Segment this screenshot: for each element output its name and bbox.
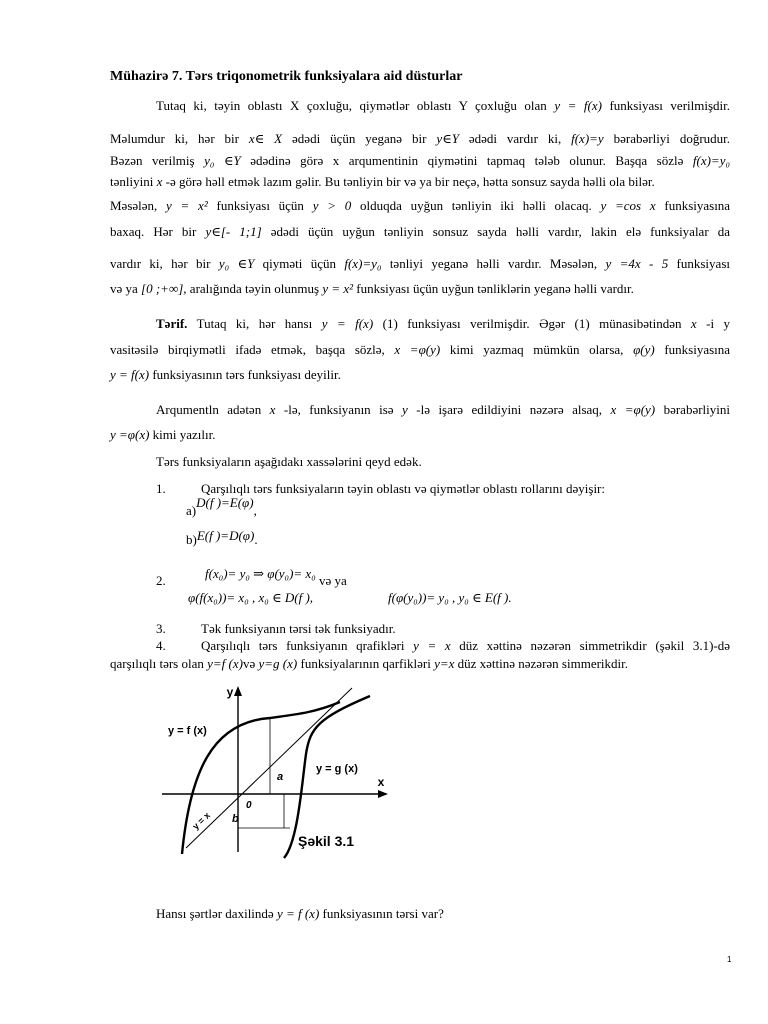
prop-4-line-2	[110, 656, 628, 672]
figure-caption: Şəkil 3.1	[298, 833, 355, 849]
b-label: b	[232, 813, 239, 825]
text: -i y	[706, 316, 731, 331]
math: f(x)=y₀	[344, 256, 382, 271]
text: olduqda uyğun tənliyin iki həlli olacaq.	[359, 198, 592, 213]
a-label: a	[277, 771, 284, 783]
math: y =cos x	[600, 198, 656, 213]
math: f(φ(y₀))= y₀ , y₀ ∈ E(f ).	[388, 590, 512, 605]
math: f(x)=y	[571, 131, 604, 146]
y-axis-arrow	[234, 686, 242, 696]
text: funksiyasının tərs funksiyası deyilir.	[152, 367, 341, 382]
text: kimi yazılır.	[152, 427, 216, 442]
math: y =φ(x)	[110, 427, 150, 442]
f-label: y = f (x)	[168, 725, 207, 737]
math: y∈[- 1;1]	[205, 224, 262, 239]
text: vardır ki, hər bir	[110, 256, 211, 271]
text: baxaq. Hər bir	[110, 224, 197, 239]
item-label: b)	[186, 532, 197, 547]
x-axis-label: x	[377, 775, 385, 789]
text: ,	[253, 503, 257, 518]
text: bərabərliyini	[663, 402, 730, 417]
text: funksiyasının tərsi var?	[322, 906, 444, 921]
math: y = f(x)	[321, 316, 374, 331]
math: f(x₀)= y₀ ⇒ φ(y₀)= x₀	[205, 566, 316, 581]
text: Arqumentln adətən	[156, 402, 262, 417]
page-number: 1	[727, 955, 732, 964]
text: , aralığında təyin olunmuş	[183, 281, 320, 296]
intro-line-5	[110, 198, 730, 214]
text: funksiyası üçün uyğun tənliklərin yeganə həlli vardır.	[356, 281, 634, 296]
text: düz xəttinə nəzərən simmerikdir.	[457, 656, 629, 671]
text: kimi yazmaq mümkün olarsa,	[449, 342, 624, 357]
text: funksiyası	[676, 256, 730, 271]
text: funksiyası verilmişdir.	[609, 98, 731, 113]
math: f(x)=y₀	[692, 153, 730, 168]
math: y = x²	[322, 281, 354, 296]
math: x∈ X	[248, 131, 283, 146]
math: φ(y)	[633, 342, 655, 357]
math: x =φ(y)	[610, 402, 656, 417]
text: və	[242, 656, 256, 671]
x-axis-arrow	[378, 790, 388, 798]
page-title: Mühazirə 7. Tərs triqonometrik funksiyalara aid düsturlar	[110, 69, 463, 84]
definition-line-3	[110, 367, 341, 383]
text: vasitəsilə birqiymətli ifadə etmək, başqa sözlə,	[110, 342, 385, 357]
text: Bəzən verilmiş	[110, 153, 195, 168]
text: Hansı şərtlər daxilində	[156, 906, 274, 921]
question-line	[156, 906, 444, 922]
prop-1-number: 1.	[156, 481, 166, 496]
text: və ya	[110, 281, 138, 296]
intro-line-1	[156, 98, 730, 114]
math: y=x	[434, 656, 455, 671]
text: ədədi üçün yeganə bir	[292, 131, 427, 146]
text: ədədi üçün uyğun tənliyin sonsuz sayda həlli vardır, lakin elə funksiyalar da	[270, 224, 731, 239]
text: Qarşılıqlı tərs funksiyanın qrafikləri	[201, 638, 405, 653]
intro-line-2	[110, 131, 730, 147]
prop-4-line-1	[201, 638, 730, 654]
text: tənliyi yeganə həlli vardır. Məsələn,	[389, 256, 598, 271]
figure-3-1	[150, 682, 385, 858]
text: -lə işarə edildiyini nəzərə alsaq,	[416, 402, 603, 417]
prop-4-number: 4.	[156, 638, 166, 653]
math: y=f (x)	[207, 656, 243, 671]
intro-line-8	[110, 281, 634, 297]
prop-1b	[186, 528, 258, 548]
text: (1) funksiyası verilmişdir. Əgər (1) münasibətindən	[382, 316, 682, 331]
math: y = x	[413, 638, 451, 653]
math: y =4x - 5	[605, 256, 669, 271]
intro-line-7	[110, 256, 730, 272]
text: düz xəttinə nəzərən simmetrikdir (şəkil 3.1)-də	[459, 638, 731, 653]
math: y = x²	[166, 198, 208, 213]
math: y = f (x)	[276, 906, 320, 921]
text: qarşılıqlı tərs olan	[110, 656, 204, 671]
text: .	[254, 532, 258, 547]
text: funksiyasına	[664, 342, 731, 357]
text: Tutaq ki, hər hansı	[196, 316, 313, 331]
text: Tutaq ki, təyin oblastı X çoxluğu, qiymətlər oblastı Y çoxluğu olan	[156, 98, 547, 113]
math: x =φ(y)	[394, 342, 441, 357]
origin-label: 0	[246, 800, 252, 811]
math: [0 ;+∞]	[141, 281, 184, 296]
text: funksiyasına	[664, 198, 731, 213]
text: -lə, funksiyanın isə	[283, 402, 394, 417]
math: y₀ ∈Y	[218, 256, 255, 271]
math: y = f(x)	[110, 367, 150, 382]
diag-label: y = x	[190, 810, 212, 832]
math: x	[156, 174, 163, 189]
notation-line-1	[156, 402, 730, 418]
prop-1-text: Qarşılıqlı tərs funksiyaların təyin oblastı və qiymətlər oblastı rollarını dəyişir:	[201, 481, 605, 496]
text: funksiyalarının qarfikləri	[300, 656, 431, 671]
prop-2-number: 2.	[156, 573, 166, 588]
text: qiyməti üçün	[262, 256, 337, 271]
text: Məsələn,	[110, 198, 158, 213]
math: y=g (x)	[258, 656, 298, 671]
text: və ya	[318, 573, 347, 588]
text: bərabərliyi doğrudur.	[613, 131, 731, 146]
math: φ(f(x₀))= x₀ , x₀ ∈ D(f ),	[188, 590, 314, 605]
math: y₀ ∈Y	[204, 153, 241, 168]
math: E(f )=D(φ)	[196, 528, 255, 543]
prop-2-line-2	[188, 590, 313, 606]
intro-line-4	[110, 174, 655, 190]
math: D(f )=E(φ)	[196, 495, 254, 510]
math: x	[690, 316, 697, 331]
prop-2-line-1	[205, 566, 347, 588]
text: Məlumdur ki, hər bir	[110, 131, 239, 146]
notation-line-2	[110, 427, 216, 443]
math: y	[402, 402, 408, 417]
math: y > 0	[312, 198, 352, 213]
text: ədədi vardır ki,	[468, 131, 562, 146]
text: funksiyası üçün	[216, 198, 304, 213]
text: -ə görə həll etmək lazım gəlir. Bu tənliyin bir və ya bir neçə, hətta sonsuz sayda həlli ola bilər.	[165, 174, 655, 189]
g-label: y = g (x)	[316, 763, 358, 775]
math: x	[269, 402, 276, 417]
text: ədədinə görə x arqumentinin qiymətini tapmaq tələb olunur. Başqa sözlə	[250, 153, 684, 168]
y-axis-label: y	[226, 685, 234, 699]
props-intro: Tərs funksiyaların aşağıdakı xassələrini qeyd edək.	[156, 454, 422, 469]
intro-line-6	[110, 224, 730, 240]
prop-3-number: 3.	[156, 621, 166, 636]
intro-line-3	[110, 153, 730, 169]
prop-2-line-3	[388, 590, 512, 606]
definition-label: Tərif.	[156, 316, 188, 331]
text: tənliyini	[110, 174, 154, 189]
prop-1a	[186, 495, 257, 519]
item-label: a)	[186, 503, 197, 518]
definition-line-2	[110, 342, 730, 358]
definition-line-1	[156, 316, 730, 332]
prop-3-text: Tək funksiyanın tərsi tək funksiyadır.	[201, 621, 396, 636]
math: y∈Y	[436, 131, 459, 146]
math: y = f(x)	[554, 98, 602, 113]
